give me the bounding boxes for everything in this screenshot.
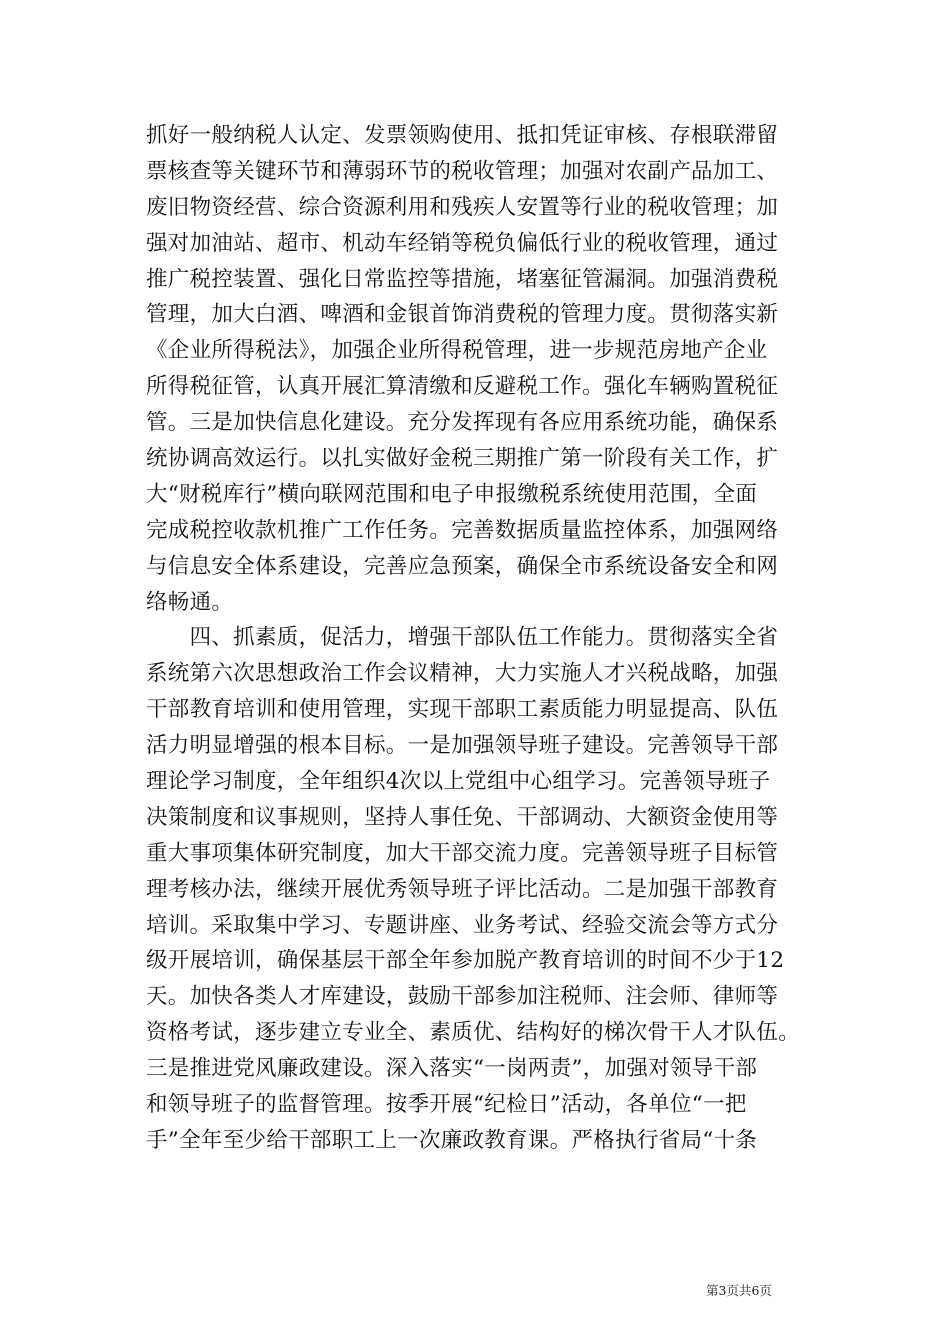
text-line: 所得税征管，认真开展汇算清缴和反避税工作。强化车辆购置税征	[146, 374, 779, 400]
text-line: 抓好一般纳税人认定、发票领购使用、抵扣凭证审核、存根联滞留	[146, 123, 779, 148]
text-line: 手”全年至少给干部职工上一次廉政教育课。严格执行省局“十条	[146, 1127, 758, 1153]
text-line: 活力明显增强的根本目标。一是加强领导班子建设。完善领导干部	[146, 733, 779, 759]
body-text	[146, 118, 806, 1159]
text-line: 系统第六次思想政治工作会议精神，大力实施人才兴税战略，加强	[146, 661, 779, 687]
text-line: 络畅通。	[146, 589, 234, 615]
text-line: 票核查等关键环节和薄弱环节的税收管理；加强对农副产品加工、	[146, 158, 779, 184]
text-line: 和领导班子的监督管理。按季开展“纪检日”活动，各单位“一把	[146, 1092, 747, 1118]
text-line: 干部教育培训和使用管理，实现干部职工素质能力明显提高、队伍	[146, 697, 779, 723]
text-line: 统协调高效运行。以扎实做好金税三期推广第一阶段有关工作，扩	[146, 446, 779, 472]
text-line: 决策制度和议事规则，坚持人事任免、干部调动、大额资金使用等	[146, 804, 779, 830]
text-line: 天。加快各类人才库建设，鼓励干部参加注税师、注会师、律师等	[146, 984, 779, 1010]
page-number: 第3页共6页	[706, 1283, 772, 1298]
text-line: 与信息安全体系建设，完善应急预案，确保全市系统设备安全和网	[146, 553, 779, 579]
text-line: 大“财税库行”横向联网范围和电子申报缴税系统使用范围，全面	[146, 481, 758, 507]
text-line: 理论学习制度，全年组织4次以上党组中心组学习。完善领导班子	[146, 769, 771, 795]
text-line: 重大事项集体研究制度，加大干部交流力度。完善领导班子目标管	[146, 840, 779, 866]
text-line: 资格考试，逐步建立专业全、素质优、结构好的梯次骨干人才队伍。	[146, 1020, 801, 1046]
text-line: 级开展培训，确保基层干部全年参加脱产教育培训的时间不少于12	[146, 948, 785, 974]
text-line: 培训。采取集中学习、专题讲座、业务考试、经验交流会等方式分	[146, 912, 779, 938]
text-line: 四、抓素质，促活力，增强干部队伍工作能力。贯彻落实全省	[146, 625, 779, 651]
text-line: 理考核办法，继续开展优秀领导班子评比活动。二是加强干部教育	[146, 876, 779, 902]
text-line: 强对加油站、超市、机动车经销等税负偏低行业的税收管理，通过	[146, 230, 779, 256]
text-line: 完成税控收款机推广工作任务。完善数据质量监控体系，加强网络	[146, 517, 779, 543]
text-line: 管理，加大白酒、啤酒和金银首饰消费税的管理力度。贯彻落实新	[146, 302, 779, 328]
text-line: 推广税控装置、强化日常监控等措施，堵塞征管漏洞。加强消费税	[146, 266, 779, 292]
text-line: 三是推进党风廉政建设。深入落实“一岗两责”，加强对领导干部	[146, 1056, 758, 1082]
text-line: 废旧物资经营、综合资源利用和残疾人安置等行业的税收管理；加	[146, 194, 779, 220]
text-line: 《企业所得税法》，加强企业所得税管理，进一步规范房地产企业	[146, 338, 768, 364]
text-line: 管。三是加快信息化建设。充分发挥现有各应用系统功能，确保系	[146, 410, 779, 436]
